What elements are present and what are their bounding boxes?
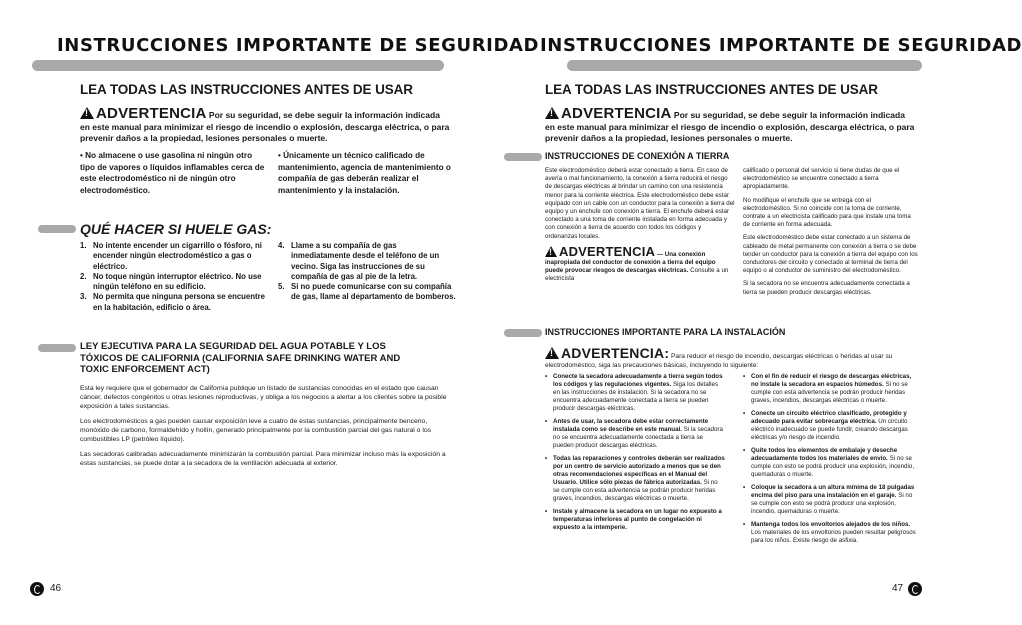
conexion-heading: INSTRUCCIONES DE CONEXIÓN A TIERRA xyxy=(545,151,730,161)
list-item: • Coloque la secadora a un altura mínima de 18 pulgadas encima del piso para una instalación en el garaje. Si no se cumple con esto se podrá producir una explosión, incendio, quemaduras o muerte. xyxy=(743,484,915,515)
warning-icon xyxy=(545,246,557,257)
warning-lead-2: indicada en este manual para minimizar el riesgo de incendio o explosión, descarga eléctrica, o para prevenir daños a la propiedad, lesiones personales o muerte. xyxy=(545,110,915,143)
paragraph: Esta ley requiere que el gobernador de California publique un listado de sustancias conocidas en el estado que causan cáncer, defectos congénitos u otras lesiones reproductivas, y obliga a los negocios a alertar a los clientes sobre la posible exposición a tales sustancias. xyxy=(80,385,447,410)
instalacion-heading: INSTRUCCIONES IMPORTANTE PARA LA INSTALACIÓN xyxy=(545,327,786,337)
list-item: • Conecte la secadora adecuadamente a tierra según todos los códigos y las regulaciones vigentes. Siga los detalles en las instrucciones de instalación. Si la secadora no se encuentra adecuadamente conectada a tierra se pueden producir descargas eléctricas. xyxy=(545,373,723,412)
warning-title: ADVERTENCIA xyxy=(559,243,656,259)
paragraph: Si la secadora no se encuentra adecuadamente conectada a tierra se pueden producir descargas eléctricas. xyxy=(743,280,910,296)
list-item: • Mantenga todos los envoltorios alejados de los niños. Los materiales de los envoltorios pueden resultar peligrosos para los niños. Existe riesgo de asfixia. xyxy=(743,521,916,544)
lg-logo-icon xyxy=(30,582,44,596)
section-marker xyxy=(38,344,76,352)
ley-heading: LEY EJECUTIVA PARA LA SEGURIDAD DEL AGUA POTABLE Y LOS TÓXICOS DE CALIFORNIA (CALIFORNIA SAFE DRINKING WATER AND TOXIC ENFORCEMENT ACT) xyxy=(80,341,401,375)
paragraph: calificado o personal del servicio si tiene dudas de que el electrodoméstico se encuentre conectado a tierra apropiadamente. xyxy=(743,167,900,191)
gas-list-left xyxy=(80,241,272,313)
conexion-right xyxy=(743,167,919,302)
list-item: 2. No toque ningún interruptor eléctrico. No use ningún teléfono en su edificio. xyxy=(80,271,262,292)
list-item: • Conecte un circuito eléctrico clasificado, protegido y adecuado para evitar sobrecarga eléctrica. Un circuito eléctrico inadecuado se puede fundir, creando descargas eléctricas y/o riesgo de incendio. xyxy=(743,410,908,441)
warning-icon xyxy=(80,107,94,119)
conexion-left xyxy=(545,167,735,284)
list-item: 4. Llame a su compañía de gas inmediatamente desde el teléfono de un vecino. Siga las instrucciones de su compañía de gas al pie de la letra. xyxy=(278,241,440,281)
page-title: INSTRUCCIONES IMPORTANTE DE SEGURIDAD xyxy=(57,35,540,56)
warning-icon xyxy=(545,347,559,359)
section-marker xyxy=(504,329,542,337)
list-item: 5. Si no puede comunicarse con su compañía de gas, llame al departamento de bomberos. xyxy=(278,282,456,302)
paragraph: No modifique el enchufe que se entrega con el electrodoméstico. Si no coincide con la toma de corriente, contrate a un electricista calificado para que instale una toma de corriente en forma adecuada. xyxy=(743,196,911,229)
warning-title: ADVERTENCIA xyxy=(96,105,207,122)
warning-icon xyxy=(545,107,559,119)
list-item: • Instale y almacene la secadora en un lugar no expuesto a temperaturas inferiores al punto de congelación ni expuesto a la intemperie. xyxy=(545,508,722,531)
list-item: 1. No intente encender un cigarrillo o fósforo, ni encender ningún electrodoméstico a gas o eléctrico. xyxy=(80,241,262,271)
instalacion-warning: !ADVERTENCIA: Para reducir el riesgo de incendio, descargas eléctricas o heridas al usar su electrodoméstico, siga las precauciones básicas, incluyendo lo siguiente: xyxy=(545,347,920,370)
gas-list-right xyxy=(278,241,456,303)
warning-lead-1: Por su seguridad, se debe seguir la información xyxy=(208,110,404,120)
page-title: INSTRUCCIONES IMPORTANTE DE SEGURIDAD xyxy=(540,35,1022,56)
section-marker xyxy=(504,153,542,161)
title-bar xyxy=(32,60,444,71)
paragraph: Este electrodoméstico deberá estar conectado a tierra. En caso de avería o mal funcionamiento, la conexión a tierra reducirá el riesgo de descargas eléctricas al brindar un camino con una resistencia menor para la corriente eléctrica. Este electrodoméstico debe estar equipado con un cable con un conductor para la conexión a tierra del equipo y un enchufe con conexión a tierra. El enchufe deberá estar conectado a una toma de corriente instalada en forma adecuada y con conexión a tierra de acuerdo con todos los códigos y ordenanzas locales. xyxy=(545,167,735,240)
list-item: 3. No permita que ninguna persona se encuentre en la habitación, edificio o área. xyxy=(80,292,265,312)
instalacion-right xyxy=(743,373,919,550)
paragraph: Los electrodomésticos a gas pueden causar exposición leve a cuatro de estas sustancias, principalmente benceno, monóxido de carbono, formaldehído y hollín, generado principalmente por la combustión parcial del gas natural o los combustibles LP (petróleo líquido). xyxy=(80,418,432,443)
list-item: • Todas las reparaciones y controles deberán ser realizados por un centro de servicio autorizado a menos que se den otras recomendaciones específicas en el Manual del Usuario. Utilice sólo piezas de fábrica autorizadas. Si no se cumple con esta advertencia se podrán producir heridas graves, incendios, descargas eléctricas o muerte. xyxy=(545,455,725,502)
section-marker xyxy=(38,225,76,233)
ley-body xyxy=(80,384,450,474)
list-item: • Quite todos los elementos de embalaje y deseche adecuadamente todos los materiales de envío. Si no se cumple con esto se podrá producir una explosión, incendio, quemaduras o muerte. xyxy=(743,447,915,478)
page-number: 47 xyxy=(892,583,904,594)
bullet-left: • No almacene o use gasolina ni ningún otro tipo de vapores o líquidos inflamables cerca de este electrodoméstico ni de ningún otro electrodoméstico. xyxy=(80,151,265,195)
read-all-heading: LEA TODAS LAS INSTRUCCIONES ANTES DE USAR xyxy=(545,82,878,97)
page-number: 46 xyxy=(50,583,62,594)
warning-block xyxy=(80,107,450,145)
instalacion-left xyxy=(545,373,725,537)
title-bar xyxy=(567,60,922,71)
read-all-heading: LEA TODAS LAS INSTRUCCIONES ANTES DE USAR xyxy=(80,82,413,97)
list-item: • Antes de usar, la secadora debe estar correctamente instalada como se describe en este manual. Si la secadora no se encuentra adecuadamente conectada a tierra se pueden producir descargas eléctricas. xyxy=(545,418,723,449)
paragraph: Este electrodoméstico debe estar conectado a un sistema de cableado de metal permanente con conexión a tierra o se debe tender un conductor para la conexión a tierra del equipo con los conductores del circuito y conectado al terminal de tierra del equipo o al conductor de suministro del electrodoméstico. xyxy=(743,234,918,275)
paragraph: Las secadoras calibradas adecuadamente minimizarán la combustión parcial. Para minimizar incluso más la exposición a estas sustancias, se puede dotar a la secadora de la ventilación adecuada al exterior. xyxy=(80,451,446,467)
gas-heading: QUÉ HACER SI HUELE GAS: xyxy=(80,221,272,237)
warning-title: ADVERTENCIA xyxy=(561,105,672,122)
warning-block xyxy=(545,107,917,145)
conexion-warning: !ADVERTENCIA — Una conexión inapropiada del conductor de conexión a tierra del equipo puede provocar riesgos de descargas eléctricas. Consulte a un electricista xyxy=(545,246,735,284)
lg-logo-icon xyxy=(908,582,922,596)
page-47 xyxy=(477,0,1022,625)
bullet-right: • Únicamente un técnico calificado de mantenimiento, agencia de mantenimiento o compañía de gas deberán realizar el mantenimiento y la instalación. xyxy=(278,151,451,195)
warning-title: ADVERTENCIA: xyxy=(561,345,670,361)
list-item: • Con el fin de reducir el riesgo de descargas eléctricas, no instale la secadora en espacios húmedos. Si no se cumple con esta advertencia se podrán producir heridas graves, incendios, descargas eléctricas o muerte. xyxy=(743,373,912,404)
warning-lead-2: indicada en este manual para minimizar el riesgo de incendio o explosión, descarga eléctrica, o para prevenir daños a la propiedad, lesiones personales o muerte. xyxy=(80,110,450,143)
warning-lead-1: Por su seguridad, se debe seguir la información xyxy=(673,110,869,120)
